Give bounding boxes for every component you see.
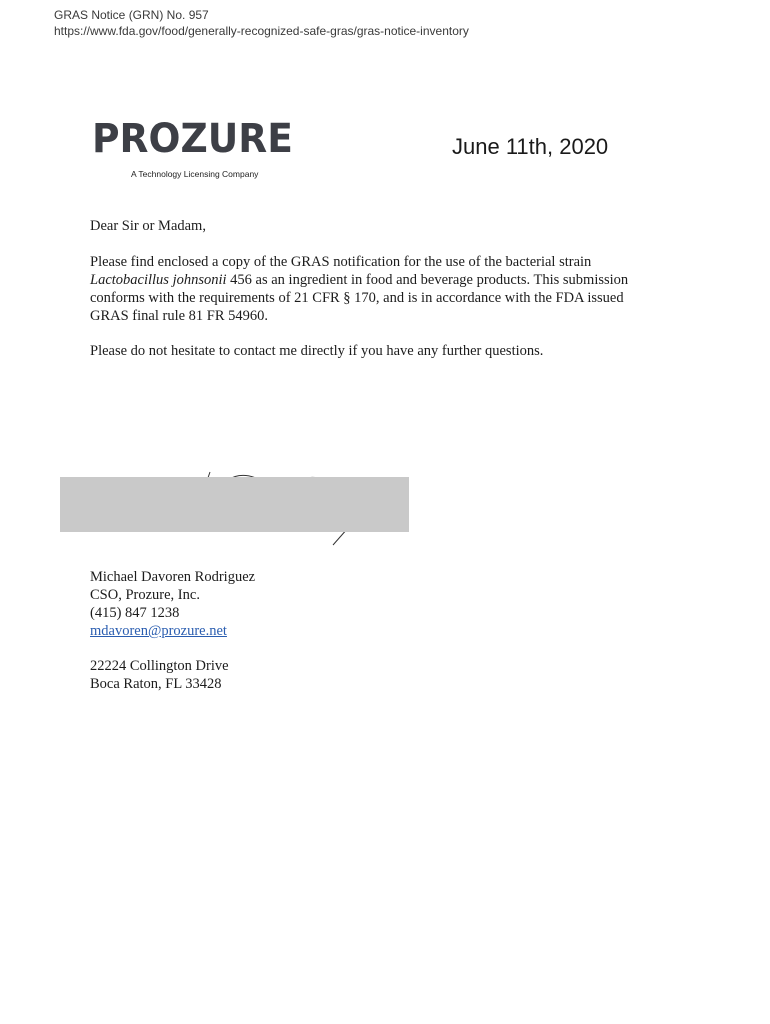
address-block xyxy=(90,657,229,693)
body-line-2-text: 456 as an ingredient in food and beverage products. This submission xyxy=(230,272,629,288)
closing-line: Please do not hesitate to contact me directly if you have any further questions. xyxy=(90,343,544,359)
source-url: https://www.fda.gov/food/generally-recognized-safe-gras/gras-notice-inventory xyxy=(54,24,469,38)
signature-redaction xyxy=(60,477,409,532)
salutation: Dear Sir or Madam, xyxy=(90,218,206,234)
address-city: Boca Raton, FL 33428 xyxy=(90,676,222,692)
signer-title: CSO, Prozure, Inc. xyxy=(90,587,200,603)
signer-name: Michael Davoren Rodriguez xyxy=(90,569,256,585)
signature-block xyxy=(90,568,255,640)
address-street: 22224 Collington Drive xyxy=(90,658,229,674)
body-line-1: Please find enclosed a copy of the GRAS notification for the use of the bacterial strain xyxy=(90,254,592,270)
body-line-3: conforms with the requirements of 21 CFR § 170, and is in accordance with the FDA issued xyxy=(90,290,624,306)
signer-phone: (415) 847 1238 xyxy=(90,605,180,621)
logo-tagline: A Technology Licensing Company xyxy=(131,169,259,179)
strain-name: Lactobacillus johnsonii xyxy=(90,272,227,288)
body-line-2 xyxy=(90,271,690,289)
prozure-logo: PROZURE xyxy=(92,116,293,162)
signer-email-link[interactable]: mdavoren@prozure.net xyxy=(90,623,227,639)
letter-date: June 11th, 2020 xyxy=(452,134,609,159)
body-paragraph xyxy=(90,253,690,325)
body-line-4: GRAS final rule 81 FR 54960. xyxy=(90,308,269,324)
grn-notice-header: GRAS Notice (GRN) No. 957 xyxy=(54,8,209,22)
